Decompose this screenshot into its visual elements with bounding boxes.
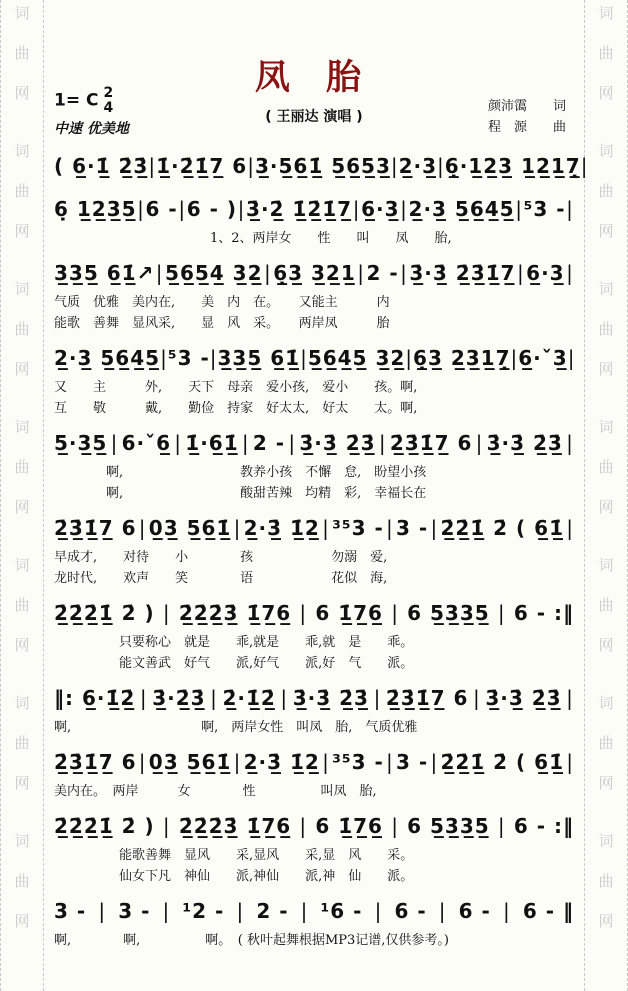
measure: 3̲̇·2̲̇ 1̲̇2̲̇1̲̇7̲ <box>246 197 353 221</box>
watermark-character: 网 <box>14 774 30 792</box>
barline: | <box>98 899 107 923</box>
measure: 3 - <box>118 899 151 923</box>
measure: 6̲·ˇ3̲ <box>518 346 568 370</box>
lyric-line: 早成才, 对待 小 孩 勿溺 爱, <box>54 550 388 565</box>
watermark-character: 词 <box>14 280 30 298</box>
barline: | <box>288 431 297 455</box>
watermark-character: 词 <box>14 694 30 712</box>
measure: 0̲3̲ 5̲6̲1̲̇ <box>148 750 232 774</box>
barline: | <box>237 197 246 221</box>
measure: 6 - :‖ <box>513 601 574 625</box>
barline: | <box>400 261 408 285</box>
measure: ³⁵3 - <box>332 750 384 774</box>
watermark-character: 曲 <box>14 44 30 62</box>
lyric-line: 能歌善舞 显风 采,显风 采,显 风 采。 <box>54 848 414 863</box>
barline: | <box>502 899 511 923</box>
lyric-line: 仙女下凡 神仙 派,神仙 派,神 仙 派。 <box>54 869 414 884</box>
barline: | <box>475 431 484 455</box>
watermark-character: 词 <box>14 832 30 850</box>
barline: | <box>209 346 218 370</box>
barline: | <box>139 686 148 710</box>
watermark-character: 词 <box>598 556 614 574</box>
watermark-character: 曲 <box>598 44 614 62</box>
measure: 2̲̇2̲̇2̲̇3̲̇ 1̲̇7̲6̲ <box>178 601 292 625</box>
watermark-character: 词 <box>14 556 30 574</box>
measure: 5̲6̲4̲5̲ 3̲2̲ <box>307 346 406 370</box>
watermark-character: 曲 <box>14 596 30 614</box>
measure: 3̲̇·3̲̇ 2̲̇3̲̇ <box>292 686 369 710</box>
watermark-character: 词 <box>598 694 614 712</box>
barline: | <box>160 346 168 370</box>
notation-line <box>54 808 574 845</box>
barline: | <box>430 516 439 540</box>
measure: 1̲̇·6̲1̲̇ <box>185 431 239 455</box>
watermark-character: 词 <box>598 280 614 298</box>
watermark-character: 词 <box>598 4 614 22</box>
music-system <box>54 680 574 738</box>
barline: | <box>438 899 447 923</box>
measure: 3 - <box>396 750 429 774</box>
notation-line <box>54 425 574 462</box>
watermark-character: 曲 <box>598 872 614 890</box>
measure: 2̲̇2̲̇1̲̇ 2̇ ( 6̲1̲̇ <box>440 750 564 774</box>
barline: | <box>300 346 308 370</box>
measure: ³⁵3 - <box>332 516 384 540</box>
measure: 6 - ) <box>186 197 238 221</box>
music-system <box>54 744 574 802</box>
barline: | <box>162 601 171 625</box>
key-signature-row <box>54 86 113 115</box>
barline: | <box>174 431 183 455</box>
barline: | <box>233 750 242 774</box>
barline: | <box>233 516 242 540</box>
barline: | <box>373 686 382 710</box>
time-signature-numerator: 2 <box>103 85 114 101</box>
barline: | <box>162 814 171 838</box>
lyric-line: 啊, 酸甜苦辣 均精 彩, 幸福长在 <box>54 486 427 501</box>
watermark-character: 词 <box>14 142 30 160</box>
measure: 2̲·3̲̇ 1̲̇2̲ <box>243 516 320 540</box>
score-systems <box>54 148 589 951</box>
watermark-character: 词 <box>14 418 30 436</box>
watermark-character: 曲 <box>598 734 614 752</box>
lyric-line: 能文善武 好气 派,好气 派,好 气 派。 <box>54 656 414 671</box>
watermark-character: 曲 <box>14 182 30 200</box>
music-system <box>54 595 574 674</box>
barline: | <box>391 601 399 625</box>
barline: | <box>374 899 383 923</box>
lyricist-credit: 颜沛霭 词 <box>487 99 566 114</box>
measure: 3 - <box>396 516 429 540</box>
notation-line <box>54 340 574 377</box>
barline: | <box>110 431 119 455</box>
watermark-character: 曲 <box>598 596 614 614</box>
barline: | <box>148 154 157 178</box>
lyric-line: 气质 优雅 美内在, 美 内 在。 又能主 内 <box>54 295 390 310</box>
music-system <box>54 893 574 951</box>
measure: 0̲3̲ 5̲6̲1̲̇ <box>148 516 232 540</box>
barline: | <box>247 154 255 178</box>
measure: 5̲·3̲5̲ <box>54 431 108 455</box>
measure: 3̲̇·2̲̇3̲̇ <box>152 686 206 710</box>
watermark-character: 网 <box>14 84 30 102</box>
lyric-line: 互 敬 戴, 勤俭 持家 好太太, 好太 太。啊, <box>54 401 418 416</box>
page-title: 凤 胎 <box>254 58 374 98</box>
measure: 2̲·3̲ <box>398 154 438 178</box>
notation-line <box>54 744 574 781</box>
lyric-line: 啊, 教养小孩 不懈 怠, 盼望小孩 <box>54 465 427 480</box>
watermark-character: 曲 <box>598 320 614 338</box>
music-system <box>54 191 574 249</box>
measure: 6 - <box>458 899 491 923</box>
watermark-character: 词 <box>14 4 30 22</box>
watermark-character: 网 <box>598 360 614 378</box>
barline: | <box>162 899 171 923</box>
credits-block <box>488 97 566 139</box>
barline: | <box>510 346 519 370</box>
barline: | <box>263 261 272 285</box>
measure: 6̣ 1̲2̲3̲5̲ <box>54 197 137 221</box>
measure: 2 - <box>366 261 399 285</box>
watermark-character: 曲 <box>14 872 30 890</box>
barline: | <box>566 750 574 774</box>
barline: | <box>210 686 218 710</box>
barline: | <box>299 814 308 838</box>
music-system <box>54 510 574 589</box>
performer-subtitle: ( 王丽达 演唱 ) <box>265 109 363 125</box>
measure: ( 6̲·1̲̇ 2̲̇3̲̇ <box>54 154 149 178</box>
measure: 3 - <box>54 899 87 923</box>
measure: 2̲̇·1̲̇2̲̇ <box>222 686 276 710</box>
barline: | <box>516 261 525 285</box>
barline: | <box>497 601 506 625</box>
sheet-music-page <box>54 0 589 957</box>
lyric-line: 啊, 啊, 两岸女性 叫凤 胎, 气质优雅 <box>54 720 418 735</box>
music-system <box>54 808 574 887</box>
barline: | <box>236 899 245 923</box>
lyric-line: 只要称心 就是 乖,就是 乖,就 是 乖。 <box>54 635 414 650</box>
measure: 2̲·3̲̇ 1̲̇2̲ <box>243 750 320 774</box>
barline: | <box>322 750 330 774</box>
watermark-character: 网 <box>598 222 614 240</box>
barline: | <box>390 154 399 178</box>
barline: | <box>138 750 147 774</box>
watermark-character: 网 <box>598 498 614 516</box>
watermark-character: 网 <box>598 912 614 930</box>
measure: 3̲3̲5̲ 6̲1̲̇ <box>217 346 301 370</box>
watermark-character: 网 <box>14 912 30 930</box>
barline: | <box>566 261 574 285</box>
measure: 2̲̇2̲̇2̲̇1̲̇ 2̇ ) <box>54 814 155 838</box>
music-system <box>54 425 574 504</box>
watermark-character: 曲 <box>598 458 614 476</box>
lyric-line: 能歌 善舞 显风采, 显 风 采。 两岸凤 胎 <box>54 316 390 331</box>
watermark-character: 曲 <box>14 734 30 752</box>
measure: 3̲·5̲6̲1̲̇ 5̲6̲5̲3̲ <box>254 154 391 178</box>
measure: 6 5̲3̲3̲5̲ <box>407 601 490 625</box>
barline: | <box>400 197 408 221</box>
watermark-character: 网 <box>14 360 30 378</box>
barline: | <box>405 346 414 370</box>
measure: 6̲·3̲ <box>361 197 400 221</box>
lyric-line: 龙时代, 欢声 笑 语 花似 海, <box>54 571 388 586</box>
measure: 6 - :‖ <box>513 814 574 838</box>
key-signature: 1= C <box>54 90 99 111</box>
measure: 6̲̣3̲ 3̲2̲1̲ <box>273 261 356 285</box>
measure: 2̲̇3̲̇1̲̇7̲ 6 <box>389 431 473 455</box>
barline: | <box>357 261 365 285</box>
measure: 6 - <box>145 197 178 221</box>
notation-line <box>54 148 589 185</box>
barline: | <box>473 686 481 710</box>
measure: 3̲̇·3̲̇ 2̲̇3̲̇ <box>299 431 376 455</box>
notation-line <box>54 595 574 632</box>
watermark-column-right <box>584 0 628 991</box>
barline: | <box>386 516 394 540</box>
measure: 3̲3̲5̲ 6̲1̲̇↗ <box>54 261 155 285</box>
measure: 2̲̇2̲̇1̲̇ 2̇ ( 6̲1̲̇ <box>440 516 564 540</box>
watermark-character: 网 <box>14 636 30 654</box>
measure: 6 - <box>394 899 427 923</box>
barline: | <box>566 431 574 455</box>
barline: | <box>241 431 250 455</box>
barline: | <box>497 814 506 838</box>
measure: ‖: 6̲·1̲̇2̲̇ <box>54 686 136 710</box>
barline: | <box>137 197 145 221</box>
measure: 6̲̣3̲ 2̲3̲1̲7̲̣ <box>413 346 511 370</box>
watermark-character: 曲 <box>598 182 614 200</box>
watermark-column-left <box>0 0 44 991</box>
watermark-character: 网 <box>14 222 30 240</box>
watermark-character: 曲 <box>14 458 30 476</box>
watermark-character: 网 <box>598 774 614 792</box>
lyric-line: 又 主 外, 天下 母亲 爱小孩, 爱小 孩。啊, <box>54 380 418 395</box>
measure: 3̲̇·3̲̇ 2̲̇3̲̇1̲̇7̲ <box>409 261 516 285</box>
measure: ¹6 - <box>320 899 363 923</box>
barline: | <box>352 197 361 221</box>
measure: 3̲̇·3̲̇ 2̲̇3̲̇ <box>485 686 562 710</box>
lyric-line: 啊, 啊, 啊。 ( 秋叶起舞根据MP3记谱,仅供参考。) <box>54 933 450 948</box>
measure: 6 5̲3̲3̲5̲ <box>407 814 490 838</box>
measure: ⁵3 - <box>523 197 566 221</box>
notation-line <box>54 255 574 292</box>
barline: | <box>138 516 147 540</box>
barline: | <box>580 154 589 178</box>
watermark-character: 词 <box>598 142 614 160</box>
measure: 6 1̲̇7̲6̲ <box>315 814 383 838</box>
lyric-line: 美内在。 两岸 女 性 叫凤 胎, <box>54 784 377 799</box>
barline: | <box>280 686 289 710</box>
barline: | <box>437 154 445 178</box>
barline: | <box>391 814 399 838</box>
notation-line <box>54 510 574 547</box>
barline: | <box>567 346 576 370</box>
measure: 2̲·3̲ 5̲6̲4̲5̲ <box>408 197 515 221</box>
measure: 6̲·3̲ <box>526 261 565 285</box>
barline: | <box>155 261 164 285</box>
measure: ⁵3 - <box>167 346 210 370</box>
watermark-character: 网 <box>14 498 30 516</box>
lyric-line: 1、2、两岸女 性 叫 凤 胎, <box>54 231 452 246</box>
measure: 6̲̣·1̲2̲3̲ 1̲2̲1̲7̲̣ <box>444 154 581 178</box>
barline: | <box>178 197 187 221</box>
watermark-character: 曲 <box>14 320 30 338</box>
music-system <box>54 340 574 419</box>
barline: | <box>566 686 574 710</box>
notation-line <box>54 893 574 930</box>
barline: | <box>300 899 309 923</box>
measure: 2̲̇2̲̇2̲̇1̲̇ 2̇ ) <box>54 601 155 625</box>
time-signature-denominator: 4 <box>103 99 114 116</box>
watermark-character: 网 <box>598 84 614 102</box>
measure: 6·ˇ6̲ <box>121 431 172 455</box>
watermark-character: 网 <box>598 636 614 654</box>
watermark-character: 词 <box>598 418 614 436</box>
composer-credit: 程 源 曲 <box>487 119 566 135</box>
measure: 1̲̇·2̲̇1̲̇7̲ 6 <box>156 154 248 178</box>
barline: | <box>566 516 574 540</box>
measure: ¹2 - <box>182 899 225 923</box>
barline: | <box>299 601 308 625</box>
tempo-marking: 中速 优美地 <box>54 121 129 137</box>
notation-line <box>54 680 574 717</box>
measure: 5̲6̲5̲4̲ 3̲2̲ <box>165 261 263 285</box>
music-system <box>54 255 574 334</box>
measure: 6 - ‖ <box>522 899 574 923</box>
barline: | <box>322 516 330 540</box>
barline: | <box>386 750 394 774</box>
watermark-character: 词 <box>598 832 614 850</box>
barline: | <box>430 750 439 774</box>
barline: | <box>515 197 523 221</box>
measure: 2̲·3̲ 5̲6̲4̲5̲ <box>54 346 161 370</box>
measure: 6 1̲̇7̲6̲ <box>315 601 383 625</box>
measure: 2̲̇3̲̇1̲̇7̲ 6 <box>54 750 137 774</box>
measure: 2 - <box>252 431 286 455</box>
time-signature <box>103 86 113 115</box>
measure: 2̲̇3̲̇1̲̇7̲ 6 <box>385 686 469 710</box>
measure: 2 - <box>256 899 289 923</box>
measure: 3̲̇·3̲̇ 2̲̇3̲̇ <box>486 431 563 455</box>
notation-line <box>54 191 574 228</box>
music-system <box>54 148 589 185</box>
barline: | <box>378 431 387 455</box>
barline: | <box>566 197 574 221</box>
measure: 2̲̇3̲̇1̲̇7̲ 6 <box>54 516 137 540</box>
measure: 2̲̇2̲̇2̲̇3̲̇ 1̲̇7̲6̲ <box>178 814 292 838</box>
